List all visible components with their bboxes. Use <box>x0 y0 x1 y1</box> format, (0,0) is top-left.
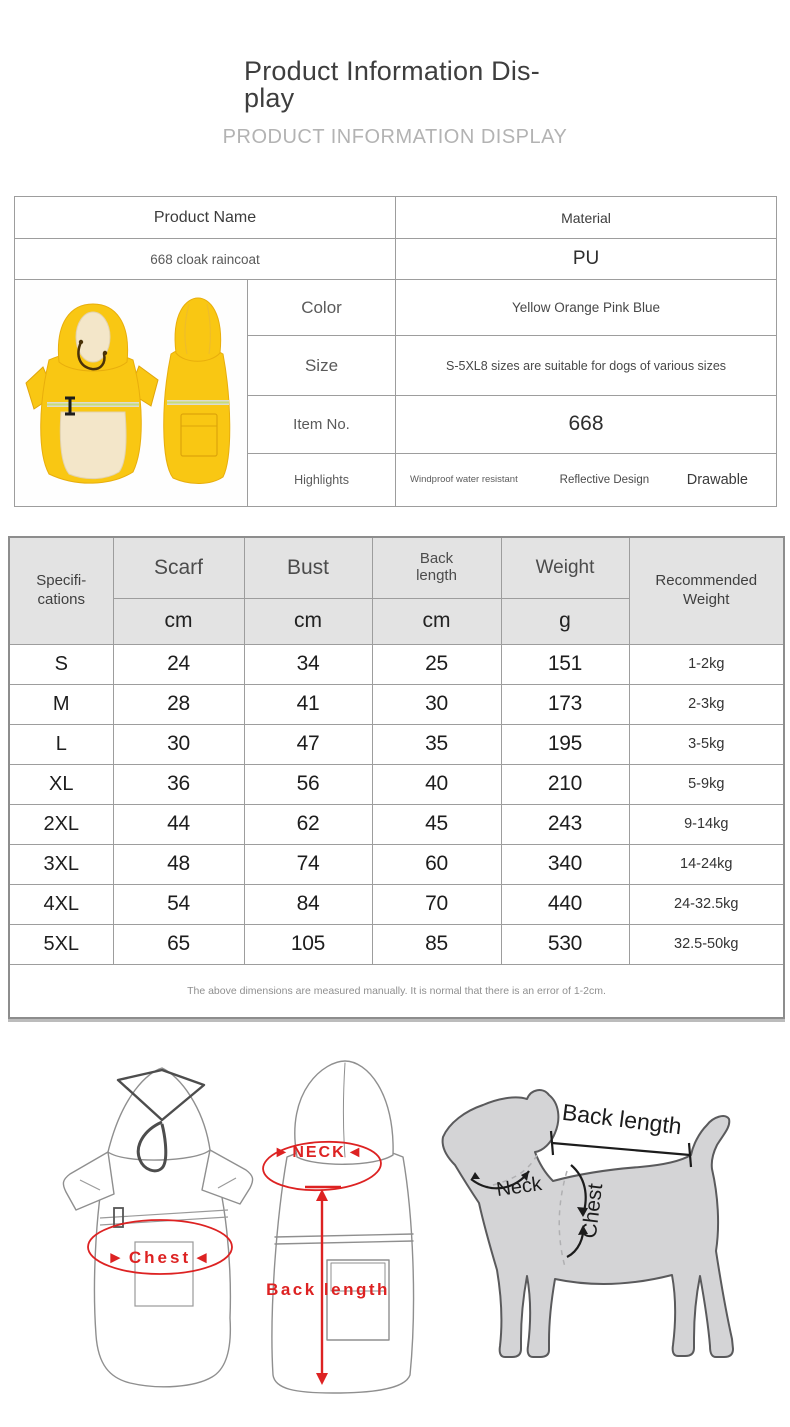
diagram-raincoat-front <box>40 1050 270 1395</box>
diagram-dog <box>435 1075 765 1390</box>
recommended-weight-header <box>629 537 784 644</box>
dog-chest-label: Chest <box>577 1182 608 1240</box>
bust-value: 56 <box>244 764 372 804</box>
bust-value: 41 <box>244 684 372 724</box>
item-no-value: 668 <box>396 396 777 454</box>
size-row-s <box>9 644 784 684</box>
weight-value: 210 <box>501 764 629 804</box>
weight-header: Weight <box>501 537 629 598</box>
recommended-value: 9-14kg <box>629 804 784 844</box>
bust-value: 74 <box>244 844 372 884</box>
weight-value: 173 <box>501 684 629 724</box>
scarf-value: 28 <box>113 684 244 724</box>
size-row-xl <box>9 764 784 804</box>
specifications-line1: Specifi- <box>36 572 87 589</box>
product-info-table <box>14 196 777 507</box>
raincoat-photo-illustration <box>21 282 254 499</box>
material-value: PU <box>396 239 777 280</box>
recommended-value: 24-32.5kg <box>629 884 784 924</box>
weight-value: 151 <box>501 644 629 684</box>
bust-header: Bust <box>244 537 372 598</box>
size-value: S-5XL8 sizes are suitable for dogs of various sizes <box>396 336 777 396</box>
scarf-unit: cm <box>113 598 244 644</box>
back-length-header <box>372 537 501 598</box>
bust-value: 47 <box>244 724 372 764</box>
back-length-label: Back length <box>266 1280 390 1299</box>
recommended-line1: Recommended <box>655 572 758 589</box>
arrow-left-icon: ◄ <box>193 1248 213 1267</box>
raincoat-back-view <box>164 298 230 484</box>
size-row-5xl <box>9 924 784 964</box>
bust-value: 105 <box>244 924 372 964</box>
highlight-drawable: Drawable <box>686 471 748 488</box>
size-label: Size <box>248 336 396 396</box>
weight-value: 340 <box>501 844 629 884</box>
scarf-header: Scarf <box>113 537 244 598</box>
page-title <box>244 58 544 112</box>
bust-value: 34 <box>244 644 372 684</box>
size-chart-header-row <box>9 537 784 598</box>
dog-neck-label: Neck <box>495 1172 544 1202</box>
specifications-header <box>9 537 113 644</box>
chest-label-front <box>107 1248 213 1267</box>
back-length-value: 30 <box>372 684 501 724</box>
page-title-line2: play <box>244 83 295 113</box>
size-chart-table <box>8 536 785 1019</box>
highlight-windproof: Windproof water resistant <box>410 473 518 485</box>
color-label: Color <box>248 280 396 336</box>
product-photo <box>15 280 248 507</box>
page-title-line1: Product Information Dis- <box>244 56 540 86</box>
arrow-right-icon: ► <box>107 1248 127 1267</box>
recommended-value: 3-5kg <box>629 724 784 764</box>
arrow-right-icon: ► <box>273 1144 292 1161</box>
weight-value: 243 <box>501 804 629 844</box>
highlights-label: Highlights <box>248 453 396 506</box>
scarf-value: 54 <box>113 884 244 924</box>
recommended-value: 1-2kg <box>629 644 784 684</box>
material-label: Material <box>396 197 777 239</box>
product-name-value: 668 cloak raincoat <box>15 239 396 280</box>
weight-value: 530 <box>501 924 629 964</box>
diagram-raincoat-back <box>255 1045 450 1397</box>
back-length-value: 40 <box>372 764 501 804</box>
scarf-value: 36 <box>113 764 244 804</box>
scarf-value: 30 <box>113 724 244 764</box>
size-name: 4XL <box>9 884 113 924</box>
scarf-value: 48 <box>113 844 244 884</box>
chest-label-text: Chest <box>128 1248 192 1267</box>
bust-unit: cm <box>244 598 372 644</box>
raincoat-front-view <box>26 304 158 483</box>
size-row-4xl <box>9 884 784 924</box>
item-no-label: Item No. <box>248 396 396 454</box>
neck-label-text: NECK <box>292 1144 346 1161</box>
size-name: S <box>9 644 113 684</box>
back-length-value: 60 <box>372 844 501 884</box>
weight-value: 440 <box>501 884 629 924</box>
info-row-color <box>15 280 777 336</box>
highlight-reflective: Reflective Design <box>559 473 650 486</box>
size-name: 2XL <box>9 804 113 844</box>
size-name: M <box>9 684 113 724</box>
arrow-left-icon: ◄ <box>346 1144 365 1161</box>
back-length-value: 25 <box>372 644 501 684</box>
back-length-unit: cm <box>372 598 501 644</box>
scarf-value: 65 <box>113 924 244 964</box>
scarf-value: 24 <box>113 644 244 684</box>
bust-value: 84 <box>244 884 372 924</box>
specifications-line2: cations <box>37 590 86 608</box>
recommended-line2: Weight <box>683 590 730 608</box>
page-subtitle: PRODUCT INFORMATION DISPLAY <box>222 126 568 148</box>
dog-back-length-label: Back length <box>560 1098 684 1140</box>
neck-label <box>273 1144 364 1161</box>
back-length-value: 85 <box>372 924 501 964</box>
bust-value: 62 <box>244 804 372 844</box>
weight-unit: g <box>501 598 629 644</box>
size-row-3xl <box>9 844 784 884</box>
info-row-headers <box>15 197 777 239</box>
size-name: L <box>9 724 113 764</box>
back-length-value: 70 <box>372 884 501 924</box>
measurement-note: The above dimensions are measured manually. It is normal that there is an error of 1-2cm. <box>9 964 784 1018</box>
size-name: 5XL <box>9 924 113 964</box>
measurement-note-row <box>9 964 784 1018</box>
recommended-value: 5-9kg <box>629 764 784 804</box>
recommended-value: 32.5-50kg <box>629 924 784 964</box>
scarf-value: 44 <box>113 804 244 844</box>
recommended-value: 14-24kg <box>629 844 784 884</box>
recommended-value: 2-3kg <box>629 684 784 724</box>
info-row-values <box>15 239 777 280</box>
back-length-line1: Back <box>419 550 454 568</box>
back-length-line2: length <box>416 566 457 584</box>
size-row-l <box>9 724 784 764</box>
back-length-value: 45 <box>372 804 501 844</box>
size-name: 3XL <box>9 844 113 884</box>
product-name-label: Product Name <box>15 197 396 239</box>
size-row-2xl <box>9 804 784 844</box>
highlights-value <box>396 453 777 506</box>
size-row-m <box>9 684 784 724</box>
back-length-value: 35 <box>372 724 501 764</box>
color-value: Yellow Orange Pink Blue <box>396 280 777 336</box>
size-name: XL <box>9 764 113 804</box>
weight-value: 195 <box>501 724 629 764</box>
